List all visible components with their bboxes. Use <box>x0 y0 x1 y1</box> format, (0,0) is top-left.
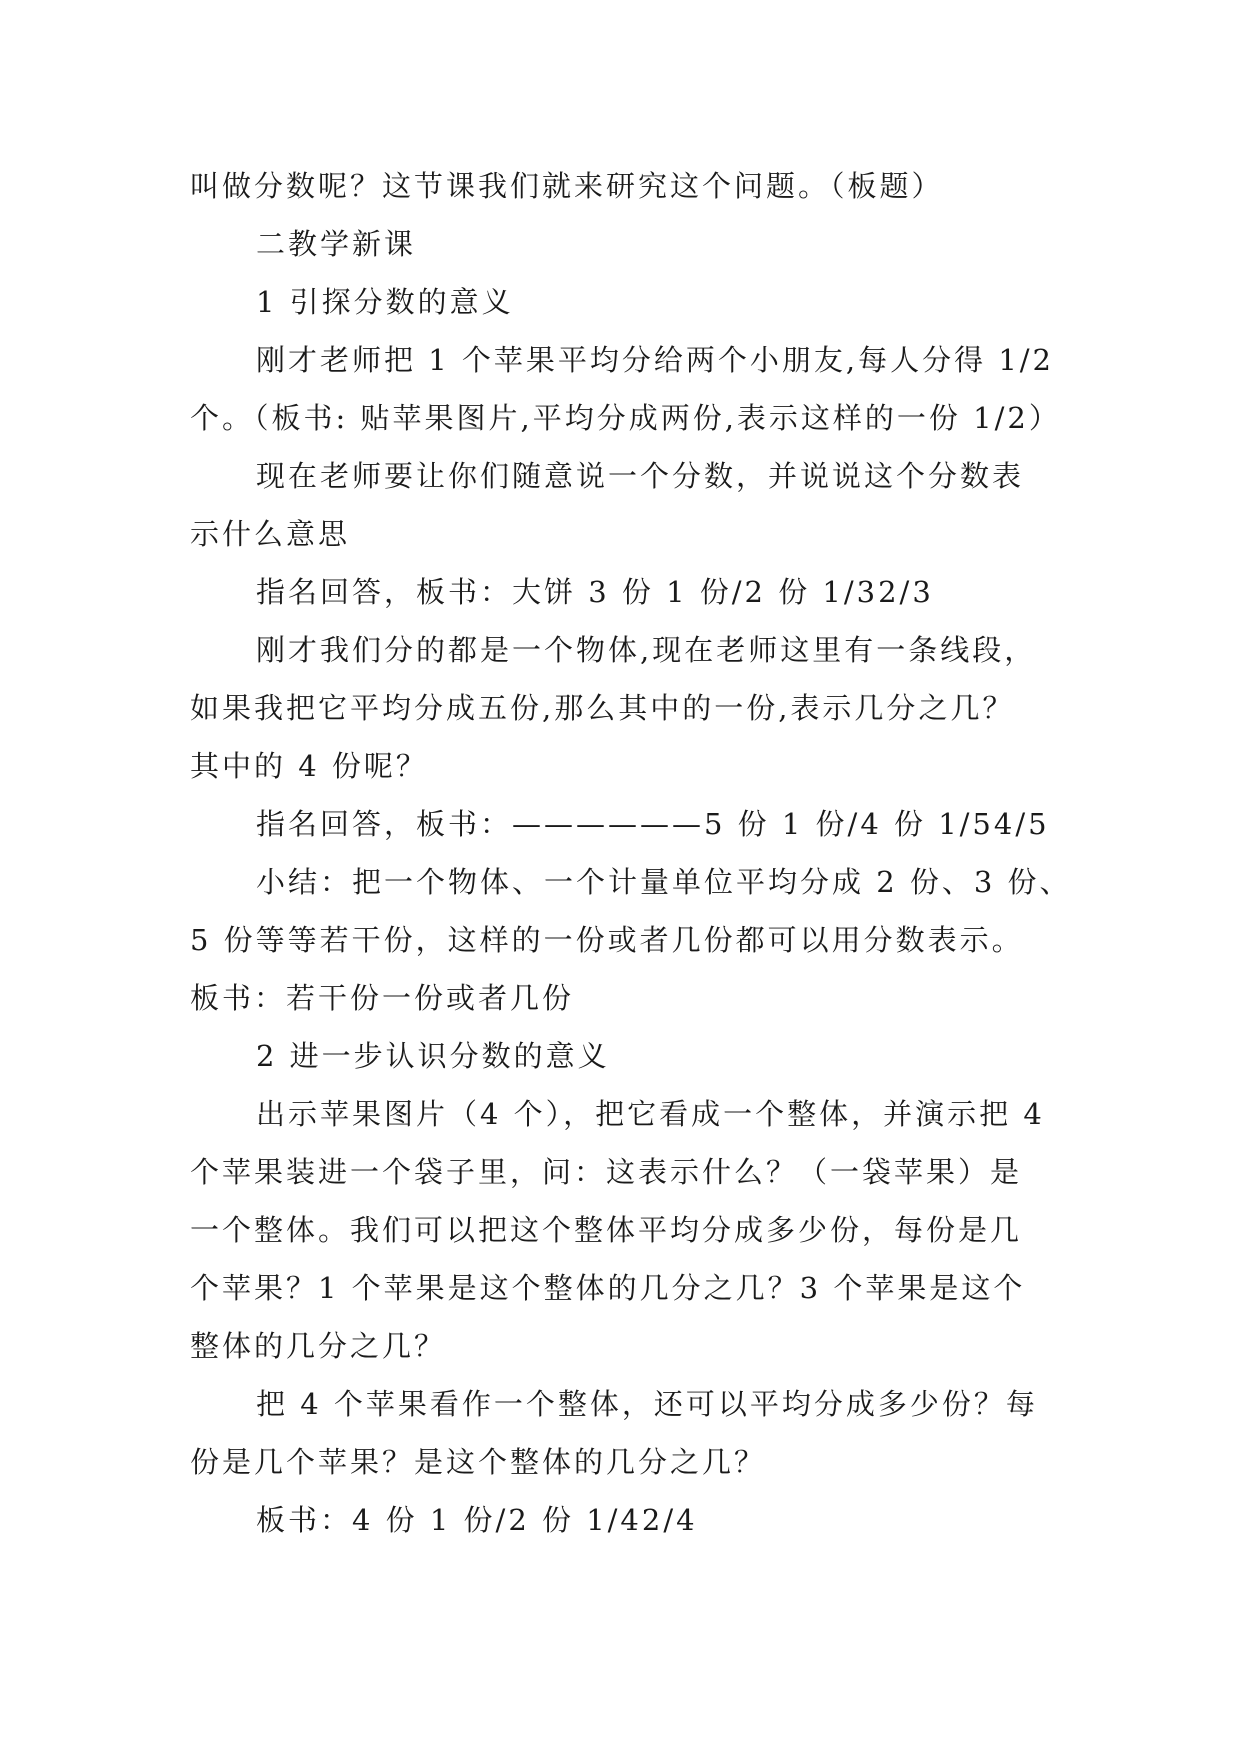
text-line: 5 份等等若干份，这样的一份或者几份都可以用分数表示。 <box>190 923 1024 957</box>
paragraph <box>190 563 1050 621</box>
text-line: 个。（板书: 贴苹果图片,平均分成两份,表示这样的一份 1/2） <box>190 401 1061 435</box>
text-line: 出示苹果图片（4 个），把它看成一个整体，并演示把 4 <box>256 1097 1045 1131</box>
text-line: 其中的 4 份呢？ <box>190 749 428 783</box>
text-line: 一个整体。我们可以把这个整体平均分成多少份，每份是几 <box>190 1213 1023 1247</box>
text-line: 叫做分数呢？这节课我们就来研究这个问题。（板题） <box>190 169 944 203</box>
text-line: 把 4 个苹果看作一个整体，还可以平均分成多少份？每 <box>256 1387 1038 1421</box>
paragraph <box>190 447 1050 563</box>
paragraph <box>190 1085 1050 1375</box>
paragraph <box>190 331 1061 447</box>
text-line: 1 引探分数的意义 <box>256 285 514 319</box>
paragraph <box>190 273 1050 331</box>
text-line: 2 进一步认识分数的意义 <box>256 1039 610 1073</box>
paragraph <box>190 621 1050 795</box>
text-line: 个苹果？1 个苹果是这个整体的几分之几？3 个苹果是这个 <box>190 1271 1026 1305</box>
text-line: 个苹果装进一个袋子里，问：这表示什么？（一袋苹果）是 <box>190 1155 1023 1189</box>
paragraph <box>190 157 1050 215</box>
text-line: 指名回答，板书：——————5 份 1 份/4 份 1/54/5 <box>256 807 1050 841</box>
text-line: 指名回答，板书：大饼 3 份 1 份/2 份 1/32/3 <box>256 575 934 609</box>
paragraph <box>190 215 1050 273</box>
document-body <box>190 157 1072 1549</box>
paragraph <box>190 853 1072 1027</box>
text-line: 如果我把它平均分成五份,那么其中的一份,表示几分之几？ <box>190 691 1015 725</box>
text-line: 份是几个苹果？是这个整体的几分之几？ <box>190 1445 767 1479</box>
paragraph <box>190 1375 1050 1491</box>
paragraph <box>190 1491 1050 1549</box>
text-line: 刚才老师把 1 个苹果平均分给两个小朋友,每人分得 1/2 <box>256 343 1054 377</box>
text-line: 二教学新课 <box>256 227 417 261</box>
text-line: 刚才我们分的都是一个物体,现在老师这里有一条线段， <box>256 633 1037 667</box>
paragraph <box>190 1027 1050 1085</box>
text-line: 示什么意思 <box>190 517 351 551</box>
text-line: 现在老师要让你们随意说一个分数，并说说这个分数表 <box>256 459 1025 493</box>
text-line: 板书：4 份 1 份/2 份 1/42/4 <box>256 1503 698 1537</box>
paragraph <box>190 795 1050 853</box>
text-line: 整体的几分之几？ <box>190 1329 447 1363</box>
text-line: 小结：把一个物体、一个计量单位平均分成 2 份、3 份、 <box>256 865 1072 899</box>
text-line: 板书：若干份一份或者几份 <box>190 981 575 1015</box>
